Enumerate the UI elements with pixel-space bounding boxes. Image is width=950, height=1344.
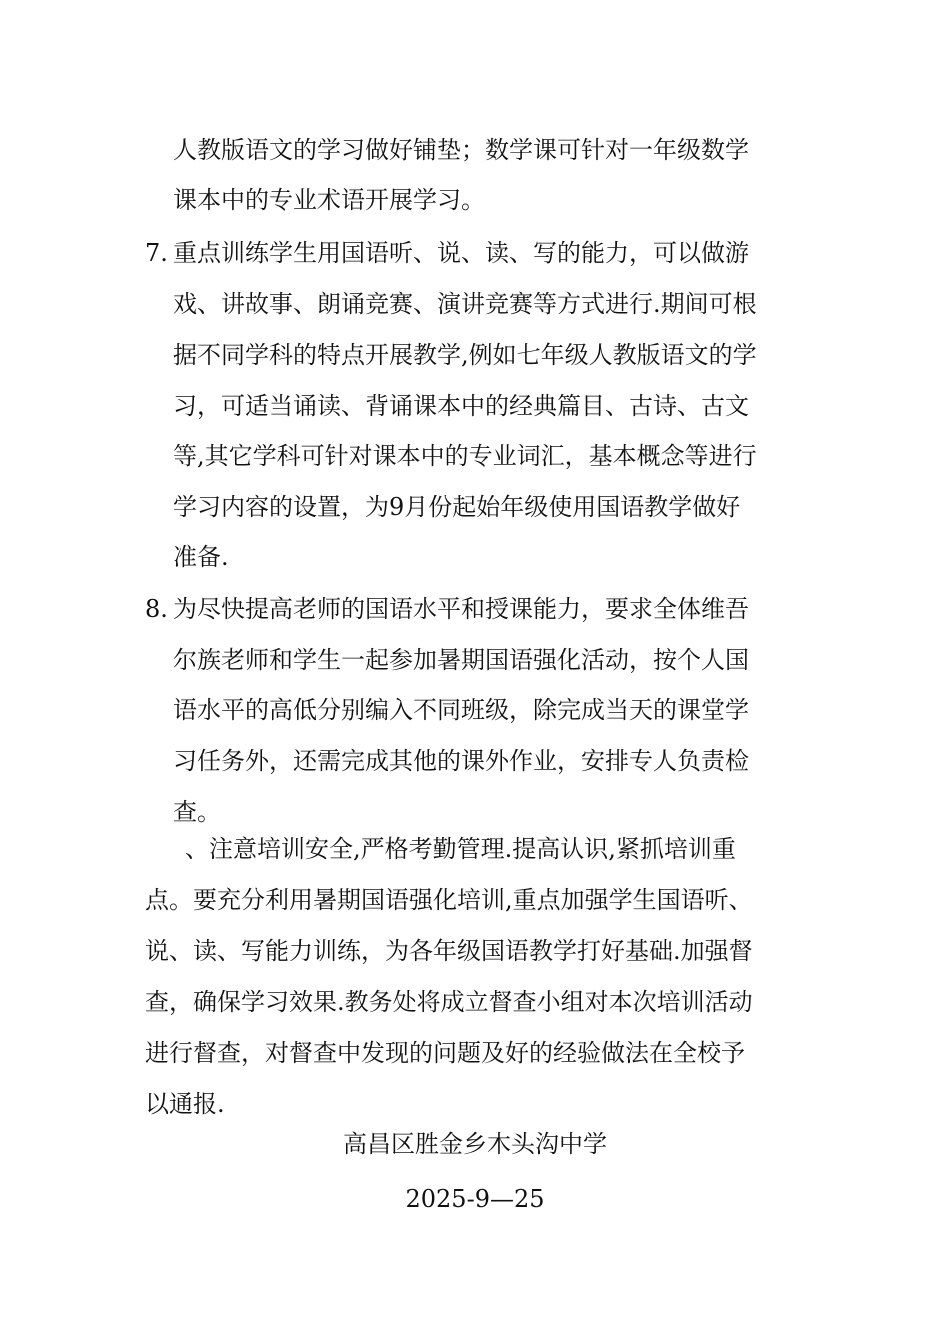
text-line: 人教版语文的学习做好铺垫；数学课可针对一年级数学 [173, 136, 749, 164]
text-line: 、注意培训安全,严格考勤管理.提高认识,紧抓培训重 [185, 835, 736, 863]
text-line: 尔族老师和学生一起参加暑期国语强化活动，按个人国 [173, 646, 749, 674]
text-line: 语水平的高低分别编入不同班级，除完成当天的课堂学 [173, 696, 749, 724]
text-line: 说、读、写能力训练，为各年级国语教学打好基础.加强督 [145, 937, 753, 965]
text-line: 查。 [173, 798, 221, 826]
text-line: 准备. [173, 543, 229, 571]
text-line: 课本中的专业术语开展学习。 [173, 186, 485, 214]
text-line: 等,其它学科可针对课本中的专业词汇，基本概念等进行 [173, 442, 757, 470]
text-line: 学习内容的设置，为9月份起始年级使用国语教学做好 [173, 493, 741, 521]
text-line: 进行督查，对督查中发现的问题及好的经验做法在全校予 [145, 1039, 745, 1067]
text-line: 习，可适当诵读、背诵课本中的经典篇目、古诗、古文 [173, 392, 749, 420]
item7-number: 7. [145, 239, 168, 267]
text-line: 戏、讲故事、朗诵竞赛、演讲竞赛等方式进行.期间可根 [173, 290, 757, 318]
text-line: 据不同学科的特点开展教学,例如七年级人教版语文的学 [173, 341, 757, 369]
item8-number: 8. [145, 595, 168, 623]
text-line: 以通报. [145, 1090, 225, 1118]
text-line: 习任务外，还需完成其他的课外作业，安排专人负责检 [173, 747, 749, 775]
text-line: 点。要充分利用暑期国语强化培训,重点加强学生国语听、 [145, 886, 753, 914]
text-line: 为尽快提高老师的国语水平和授课能力，要求全体维吾 [173, 595, 749, 623]
signature-date: 2025-9—25 [405, 1185, 545, 1213]
signature-organization: 高昌区胜金乡木头沟中学 [343, 1130, 607, 1158]
text-line: 查，确保学习效果.教务处将成立督查小组对本次培训活动 [145, 988, 753, 1016]
text-line: 重点训练学生用国语听、说、读、写的能力，可以做游 [173, 239, 749, 267]
